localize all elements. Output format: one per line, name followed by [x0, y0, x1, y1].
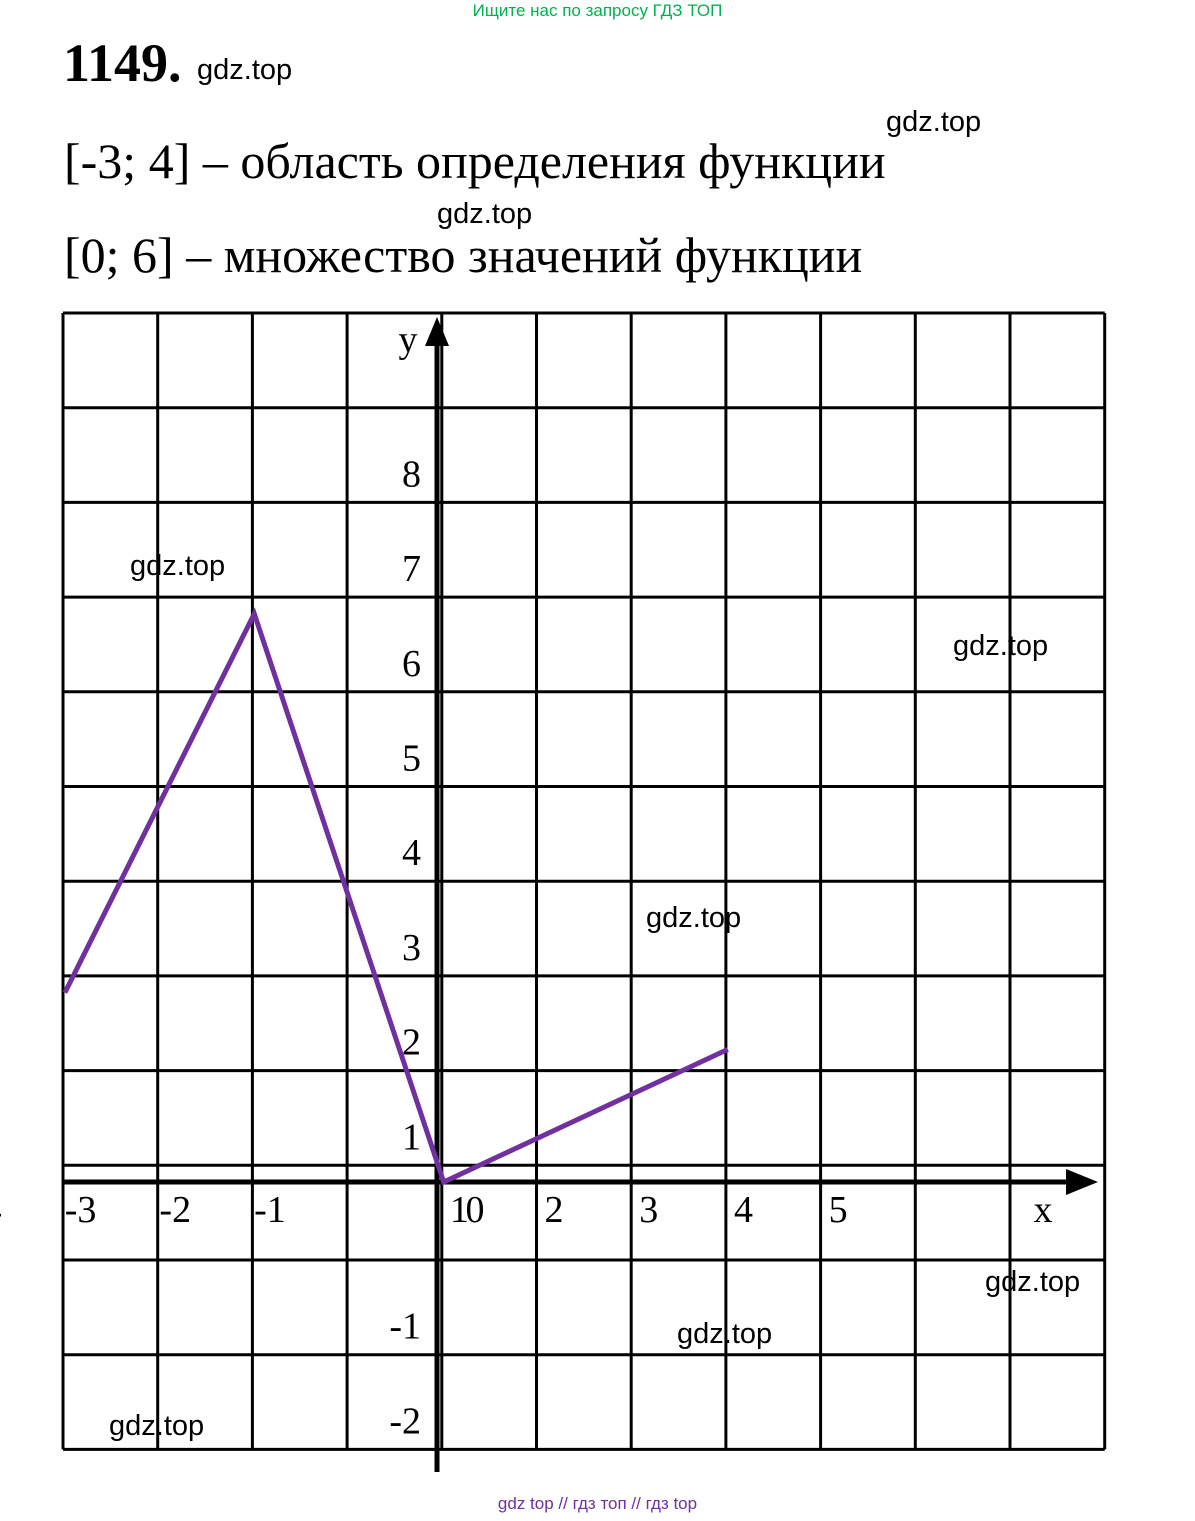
- y-tick-label: 1: [402, 1116, 421, 1159]
- x-axis-arrow: [1066, 1169, 1098, 1195]
- y-tick-label: -2: [389, 1400, 421, 1443]
- y-tick-label: 4: [402, 832, 421, 875]
- watermark: gdz.top: [886, 106, 982, 138]
- answer-line-domain: [-3; 4] – область определения функции: [64, 133, 886, 189]
- x-tick-label: 5: [828, 1189, 848, 1231]
- x-tick-label: [0, 1189, 2, 1231]
- watermark: gdz.top: [130, 550, 226, 582]
- y-tick-label: 6: [402, 642, 421, 685]
- watermark: gdz.top: [985, 1266, 1081, 1298]
- watermark: gdz.top: [197, 54, 293, 86]
- y-axis-arrow: [425, 317, 449, 346]
- watermark: gdz.top: [646, 902, 742, 934]
- y-axis-label: y: [398, 319, 418, 361]
- x-tick-label: 1: [449, 1189, 469, 1231]
- y-tick-label: 3: [402, 926, 421, 969]
- y-tick-label: 2: [402, 1021, 421, 1064]
- x-tick-label: 3: [639, 1189, 659, 1231]
- watermark: gdz.top: [677, 1318, 773, 1350]
- search-banner: Ищите нас по запросу ГДЗ ТОП: [472, 1, 723, 20]
- x-tick-label: -2: [159, 1189, 192, 1231]
- x-tick-label: -3: [64, 1189, 97, 1231]
- problem-number: 1149.: [63, 33, 182, 93]
- y-tick-label: 7: [402, 548, 421, 591]
- y-tick-label: -1: [389, 1305, 421, 1348]
- footer-links: gdz top // гдз топ // гдз top: [497, 1494, 698, 1513]
- y-tick-label: 8: [402, 453, 421, 496]
- x-tick-label: 0: [465, 1189, 485, 1231]
- watermark: gdz.top: [109, 1410, 205, 1442]
- x-axis-label: x: [1033, 1189, 1053, 1231]
- x-tick-label: 4: [733, 1189, 753, 1231]
- y-tick-label: 5: [402, 737, 421, 780]
- watermark: gdz.top: [437, 198, 533, 230]
- x-tick-label: 2: [544, 1189, 564, 1231]
- answer-line-range: [0; 6] – множество значений функции: [64, 227, 863, 283]
- series-line: [65, 614, 728, 1182]
- watermark: gdz.top: [953, 630, 1049, 662]
- x-tick-label: -1: [254, 1189, 286, 1231]
